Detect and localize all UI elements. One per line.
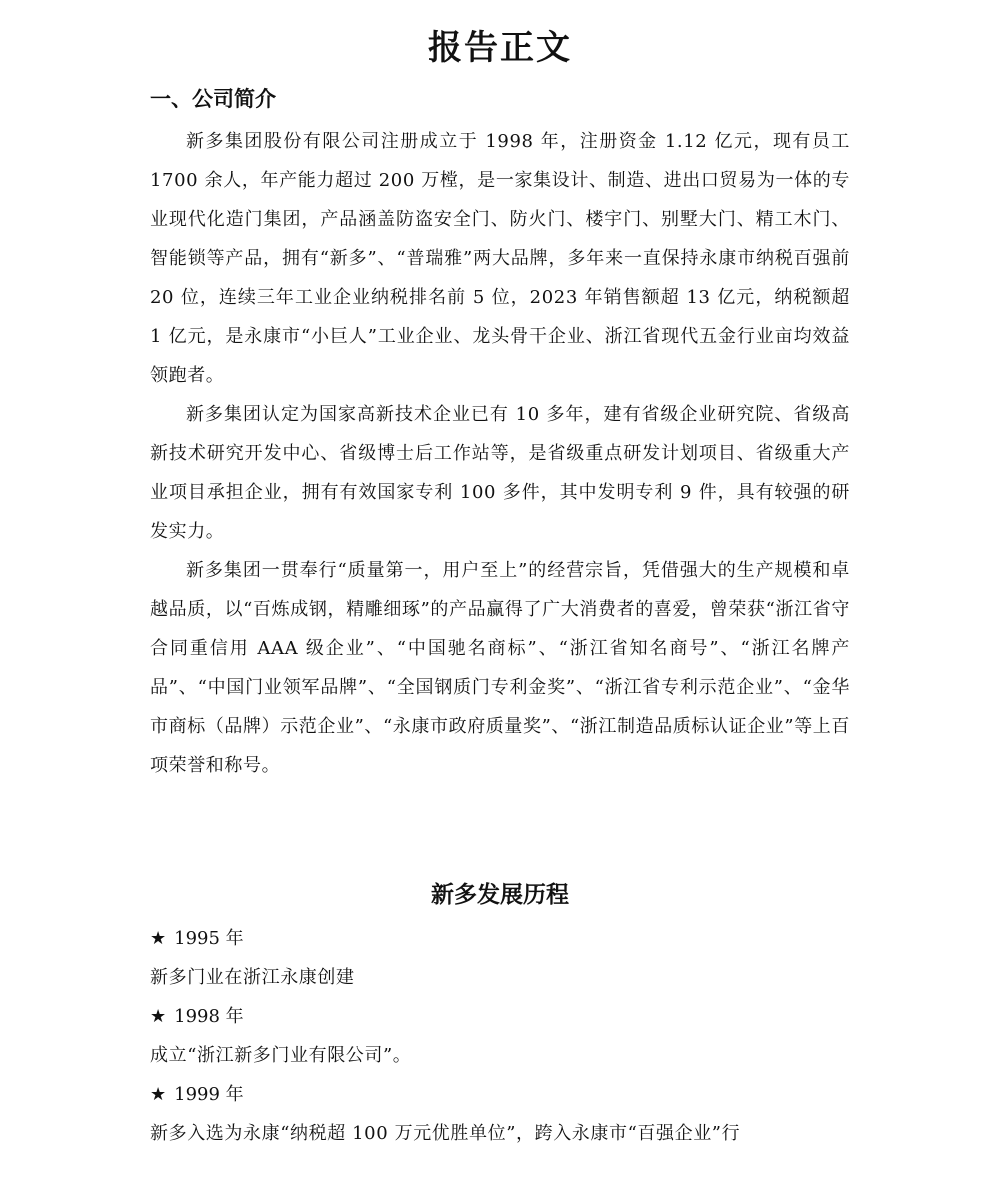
timeline-entry — [150, 997, 850, 1075]
document-title: 报告正文 — [428, 28, 572, 68]
paragraph: 新多集团认定为国家高新技术企业已有 10 多年，建有省级企业研究院、省级高新技术研究开发中心、省级博士后工作站等，是省级重点研发计划项目、省级重大产业项目承担企业，拥有有效国家专利 100 多件，其中发明专利 9 件，具有较强的研发实力。 — [150, 404, 850, 542]
star-icon: ★ — [150, 1006, 167, 1027]
timeline-year-label: 1995 年 — [174, 928, 244, 949]
timeline-text: 成立“浙江新多门业有限公司”。 — [150, 1045, 412, 1066]
timeline-text: 新多入选为永康“纳税超 100 万元优胜单位”，跨入永康市“百强企业”行 — [150, 1123, 741, 1144]
timeline-entry — [150, 919, 850, 997]
timeline-year — [150, 1075, 850, 1114]
paragraph: 新多集团股份有限公司注册成立于 1998 年，注册资金 1.12 亿元，现有员工 1700 余人，年产能力超过 200 万樘，是一家集设计、制造、进出口贸易为一体的专业现代化造门集团，产品涵盖防盗安全门、防火门、楼宇门、别墅大门、精工木门、智能锁等产品，拥有“新多”、“普瑞雅”两大品牌，多年来一直保持永康市纳税百强前 20 位，连续三年工业企业纳税排名前 5 位，2023 年销售额超 13 亿元，纳税额超 1 亿元，是永康市“小巨人”工业企业、龙头骨干企业、浙江省现代五金行业亩均效益领跑者。 — [150, 131, 850, 386]
history-timeline — [150, 919, 850, 1153]
timeline-text: 新多门业在浙江永康创建 — [150, 967, 355, 988]
history-title: 新多发展历程 — [431, 882, 569, 908]
spacer — [150, 785, 850, 877]
timeline-entry — [150, 1075, 850, 1153]
paragraph: 新多集团一贯奉行“质量第一，用户至上”的经营宗旨，凭借强大的生产规模和卓越品质，以“百炼成钢，精雕细琢”的产品赢得了广大消费者的喜爱，曾荣获“浙江省守合同重信用 AAA 级企业”、“中国驰名商标”、“浙江省知名商号”、“浙江名牌产品”、“中国门业领军品牌”、“全国钢质门专利金奖”、“浙江省专利示范企业”、“金华市商标（品牌）示范企业”、“永康市政府质量奖”、“浙江制造品质标认证企业”等上百项荣誉和称号。 — [150, 560, 851, 776]
timeline-year — [150, 997, 850, 1036]
document-page — [150, 22, 850, 1153]
star-icon: ★ — [150, 928, 167, 949]
timeline-year-label: 1998 年 — [174, 1006, 244, 1027]
timeline-year-label: 1999 年 — [174, 1084, 244, 1105]
star-icon: ★ — [150, 1084, 167, 1105]
section-heading-company-profile: 一、公司简介 — [150, 87, 276, 111]
timeline-year — [150, 919, 850, 958]
